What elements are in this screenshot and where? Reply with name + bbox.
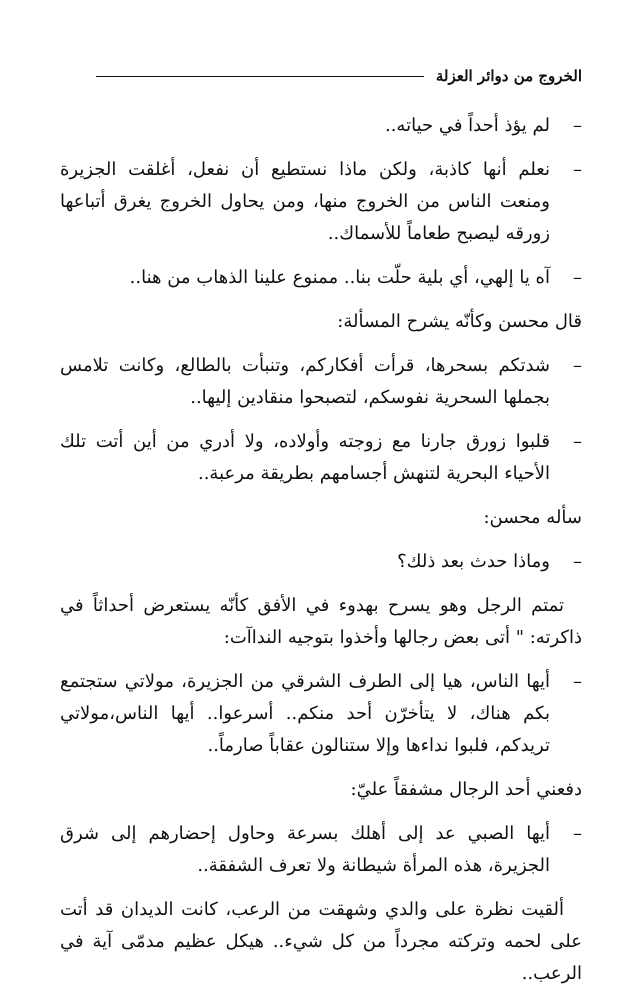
paragraph-text: وماذا حدث بعد ذلك؟ (397, 551, 550, 572)
dialogue-paragraph (60, 154, 582, 250)
narration-paragraph: تمتم الرجل وهو يسرح بهدوء في الأفق كأنّه يستعرض أحداثاً في ذاكرته: " أتى بعض رجالها وأخذوا بتوجيه النداآت: (60, 595, 582, 648)
dialogue-dash: – (573, 159, 582, 180)
dialogue-dash: – (573, 823, 582, 844)
dialogue-paragraph (60, 818, 582, 882)
dialogue-dash: – (573, 115, 582, 136)
dialogue-paragraph (60, 110, 582, 142)
dialogue-paragraph (60, 262, 582, 294)
narration-paragraph: دفعني أحد الرجال مشفقاً عليّ: (350, 779, 582, 800)
header-rule (96, 76, 424, 77)
dialogue-paragraph (60, 350, 582, 414)
paragraph-text: قلبوا زورق جارنا مع زوجته وأولاده، ولا أدري من أين أتت تلك الأحياء البحرية لتنهش أجسامهم بطريقة مرعبة.. (60, 431, 550, 484)
narration-paragraph: قال محسن وكأنّه يشرح المسألة: (337, 311, 582, 332)
dialogue-paragraph (60, 666, 582, 762)
narration-paragraph: ألقيت نظرة على والدي وشهقت من الرعب، كانت الديدان قد أتت على لحمه وتركته مجرداً من كل شيء.. هيكل عظيم مدمّى آية في الرعب.. (60, 899, 582, 984)
paragraph-text: شدتكم بسحرها، قرأت أفكاركم، وتنبأت بالطالع، وكانت تلامس بجملها السحرية نفوسكم، لتصبحوا منقادين إليها.. (60, 355, 550, 408)
paragraph-text: أيها الصبي عد إلى أهلك بسرعة وحاول إحضارهم إلى شرق الجزيرة، هذه المرأة شيطانة ولا تعرف الشفقة.. (60, 823, 550, 876)
dialogue-paragraph (60, 546, 582, 578)
dialogue-dash: – (573, 431, 582, 452)
narration-paragraph: سأله محسن: (483, 507, 582, 528)
paragraph-text: لم يؤذ أحداً في حياته.. (384, 115, 550, 136)
paragraph-text: نعلم أنها كاذبة، ولكن ماذا نستطيع أن نفعل، أغلقت الجزيرة ومنعت الناس من الخروج منها، ومن يحاول الخروج يغرق أتباعها زورقه ليصبح طعاماً للأسماك.. (60, 159, 550, 244)
header-title: الخروج من دوائر العزلة (435, 67, 582, 85)
paragraph-text: آه يا إلهي، أي بلية حلّت بنا.. ممنوع علينا الذهاب من هنا.. (129, 267, 550, 288)
dialogue-dash: – (573, 355, 582, 376)
dialogue-paragraph (60, 426, 582, 490)
page-body (60, 110, 582, 1002)
dialogue-dash: – (573, 551, 582, 572)
dialogue-dash: – (573, 267, 582, 288)
running-header (96, 62, 582, 90)
paragraph-text: أيها الناس، هيا إلى الطرف الشرقي من الجزيرة، مولاتي ستجتمع بكم هناك، لا يتأخرّن أحد منكم.. أسرعوا.. أيها الناس،مولاتي تريدكم، فلبوا نداءها وإلا ستنالون عقاباً صارماً.. (60, 671, 550, 756)
dialogue-dash: – (573, 671, 582, 692)
